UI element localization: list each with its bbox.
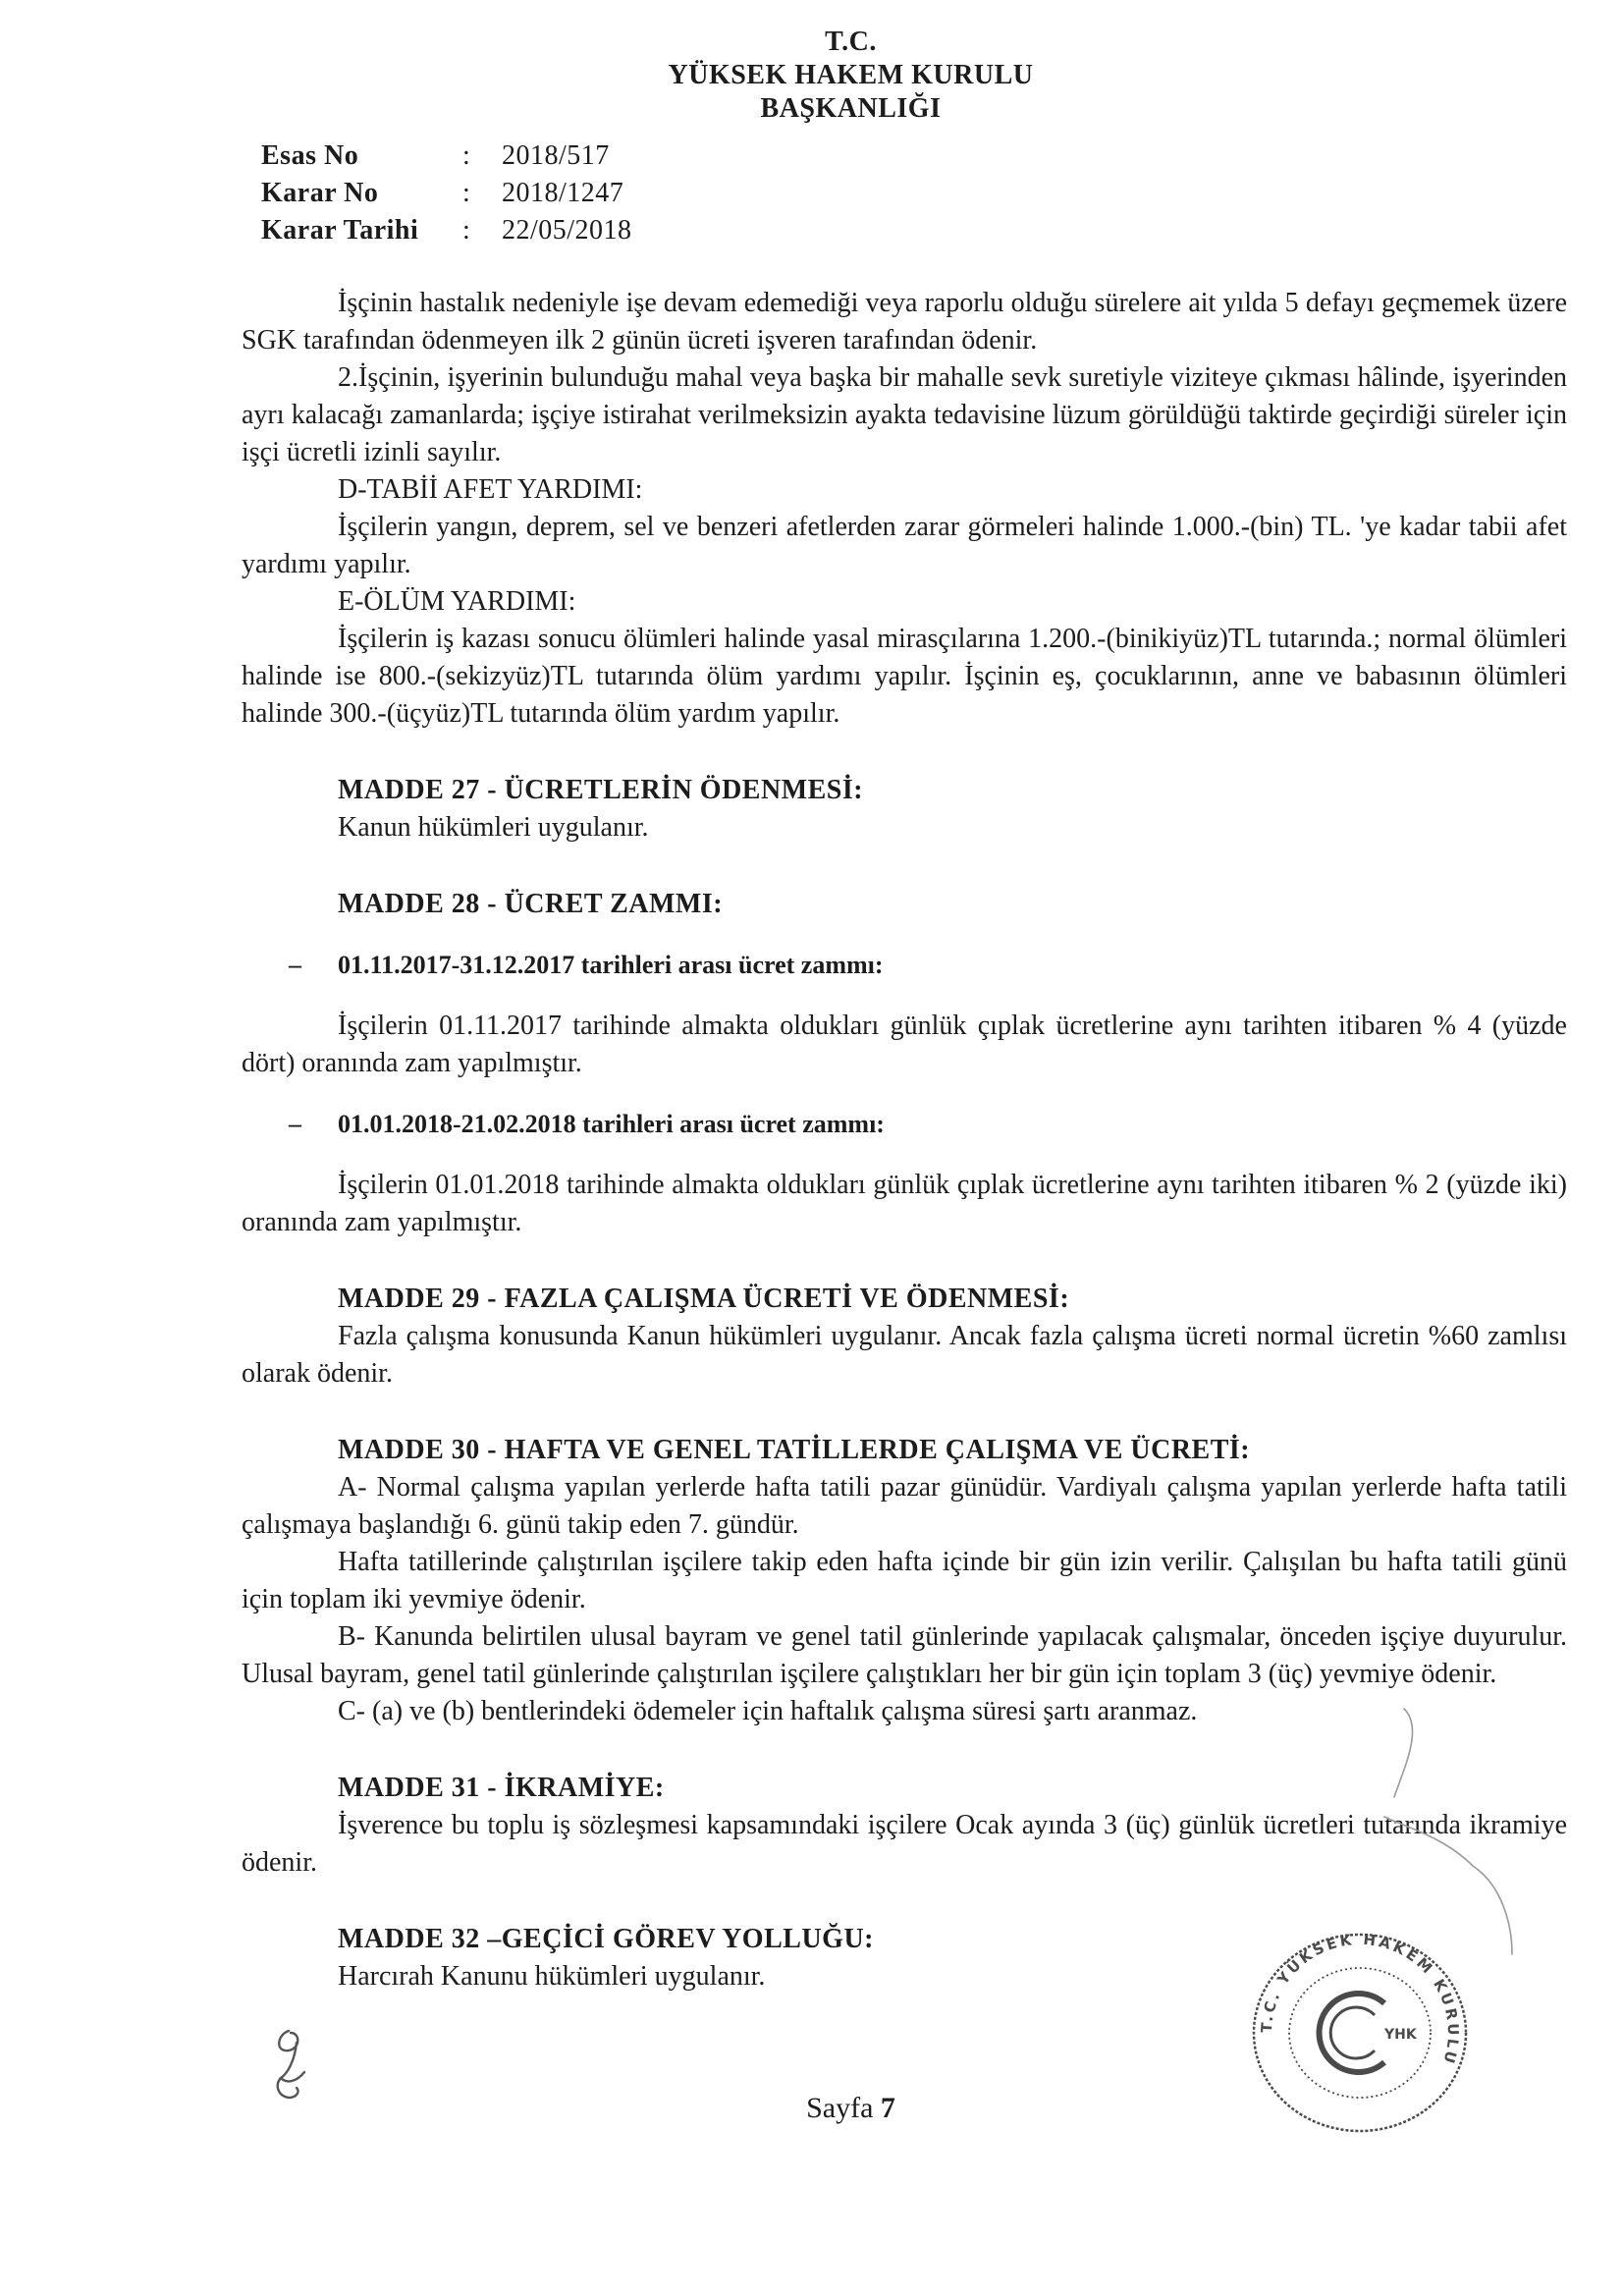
esas-row bbox=[261, 137, 632, 175]
madde-30-a2: Hafta tatillerinde çalıştırılan işçilere takip eden hafta içinde bir gün izin verilir. Çalışılan bu hafta tatili günü için toplam iki yevmiye ödenir. bbox=[242, 1547, 1567, 1614]
handwritten-signature-icon bbox=[1365, 1669, 1532, 1964]
madde-30-b: B- Kanunda belirtilen ulusal bayram ve genel tatil günlerinde yapılacak çalışmalar, önceden işçiye duyurulur. Ulusal bayram, genel tatil günlerinde çalıştırılan işçilere çalıştıkları her bir gün için toplam 3 (üç) yevmiye ödenir. bbox=[242, 1621, 1567, 1689]
madde-32-title: MADDE 32 –GEÇİCİ GÖREV YOLLUĞU: bbox=[338, 1924, 874, 1954]
madde-28-sub1-row bbox=[242, 947, 1567, 984]
madde-30-title: MADDE 30 - HAFTA VE GENEL TATİLLERDE ÇALIŞMA VE ÜCRETİ: bbox=[338, 1435, 1251, 1465]
madde-31-text: İşverence bu toplu iş sözleşmesi kapsamındaki işçilere Ocak ayında 3 (üç) günlük ücretleri tutarında ikramiye ödenir. bbox=[242, 1810, 1567, 1878]
tarih-separator: : bbox=[462, 215, 470, 246]
madde-28-text2: İşçilerin 01.01.2018 tarihinde almakta oldukları günlük çıplak ücretlerine aynı tarihten itibaren % 2 (yüzde iki) oranında zam yapılmıştır. bbox=[242, 1170, 1567, 1237]
madde-28-sub1: 01.11.2017-31.12.2017 tarihleri arası ücret zammı: bbox=[338, 951, 884, 979]
page-number: 7 bbox=[880, 2092, 895, 2124]
esas-value: 2018/517 bbox=[502, 140, 610, 171]
tarih-row bbox=[261, 212, 632, 249]
madde-31-title: MADDE 31 - İKRAMİYE: bbox=[338, 1773, 665, 1803]
madde-29-text: Fazla çalışma konusunda Kanun hükümleri uygulanır. Ancak fazla çalışma ücreti normal ücretin %60 zamlısı olarak ödenir. bbox=[242, 1321, 1567, 1389]
madde-28-sub2-row bbox=[242, 1106, 1567, 1143]
dash-bullet: – bbox=[289, 1110, 301, 1138]
madde-30-a: A- Normal çalışma yapılan yerlerde hafta tatili pazar günüdür. Vardiyalı çalışma yapılan yerlerde hafta tatili çalışmaya başlandığı 6. günü takip eden 7. gündür. bbox=[242, 1472, 1567, 1540]
page-number-label: Sayfa bbox=[806, 2092, 881, 2124]
madde-27-title: MADDE 27 - ÜCRETLERİN ÖDENMESİ: bbox=[338, 775, 864, 805]
case-meta bbox=[261, 137, 632, 249]
heading-afet-yardimi: D-TABİİ AFET YARDIMI: bbox=[338, 474, 643, 505]
esas-label: Esas No bbox=[261, 140, 359, 171]
madde-28-title: MADDE 28 - ÜCRET ZAMMI: bbox=[338, 889, 724, 919]
page-footer bbox=[0, 2092, 1623, 2125]
header-line-baskanlik: BAŞKANLIĞI bbox=[760, 93, 942, 124]
madde-29-title: MADDE 29 - FAZLA ÇALIŞMA ÜCRETİ VE ÖDENMESİ: bbox=[338, 1284, 1070, 1314]
heading-olum-yardimi: E-ÖLÜM YARDIMI: bbox=[338, 586, 576, 617]
dash-bullet: – bbox=[289, 951, 301, 979]
paragraph-hastalik: İşçinin hastalık nedeniyle işe devam edemediği veya raporlu olduğu sürelere ait yılda 5 defayı geçmemek üzere SGK tarafından ödenmeyen ilk 2 günün ücreti işveren tarafından ödenir. bbox=[242, 288, 1567, 355]
madde-32-text: Harcırah Kanunu hükümleri uygulanır. bbox=[338, 1961, 766, 1992]
madde-28-sub2: 01.01.2018-21.02.2018 tarihleri arası ücret zammı: bbox=[338, 1110, 885, 1138]
madde-30-c: C- (a) ve (b) bentlerindeki ödemeler için haftalık çalışma süresi şartı aranmaz. bbox=[338, 1696, 1198, 1726]
paragraph-vizite: 2.İşçinin, işyerinin bulunduğu mahal veya başka bir mahalle sevk suretiyle viziteye çıkması hâlinde, işyerinden ayrı kalacağı zamanlarda; işçiye istirahat verilmeksizin ayakta tedavisine lüzum görüldüğü taktirde geçirdiği süreler için işçi ücretli izinli sayılır. bbox=[242, 362, 1567, 467]
document-header bbox=[0, 26, 1623, 126]
karar-label: Karar No bbox=[261, 178, 379, 208]
header-line-kurul: YÜKSEK HAKEM KURULU bbox=[668, 60, 1034, 90]
madde-27-text: Kanun hükümleri uygulanır. bbox=[338, 812, 649, 843]
tarih-label: Karar Tarihi bbox=[261, 215, 419, 246]
header-line-tc: T.C. bbox=[825, 27, 877, 57]
esas-separator: : bbox=[462, 140, 470, 171]
svg-text:T.C. YÜKSEK HAKEM KURULU bbox=[1258, 1931, 1462, 2068]
madde-28-text1: İşçilerin 01.11.2017 tarihinde almakta oldukları günlük çıplak ücretlerine aynı tarihten itibaren % 4 (yüzde dört) oranında zam yapılmıştır. bbox=[242, 1011, 1567, 1078]
karar-separator: : bbox=[462, 178, 470, 208]
karar-row bbox=[261, 175, 632, 212]
paragraph-olum-yardimi: İşçilerin iş kazası sonucu ölümleri halinde yasal mirasçılarına 1.200.-(binikiyüz)TL tutarında.; normal ölümleri halinde ise 800.-(sekizyüz)TL tutarında ölüm yardımı yapılır. İşçinin eş, çocuklarının, anne ve babasının ölümleri halinde 300.-(üçyüz)TL tutarında ölüm yardım yapılır. bbox=[242, 624, 1567, 729]
tarih-value: 22/05/2018 bbox=[502, 215, 632, 246]
seal-ring-text: T.C. YÜKSEK HAKEM KURULU bbox=[1257, 1930, 1463, 2068]
karar-value: 2018/1247 bbox=[502, 178, 624, 208]
seal-inner-text: YHK bbox=[1384, 2027, 1417, 2043]
paragraph-afet-yardimi: İşçilerin yangın, deprem, sel ve benzeri afetlerden zarar görmeleri halinde 1.000.-(bin) TL. 'ye kadar tabii afet yardımı yapılır. bbox=[242, 512, 1567, 579]
